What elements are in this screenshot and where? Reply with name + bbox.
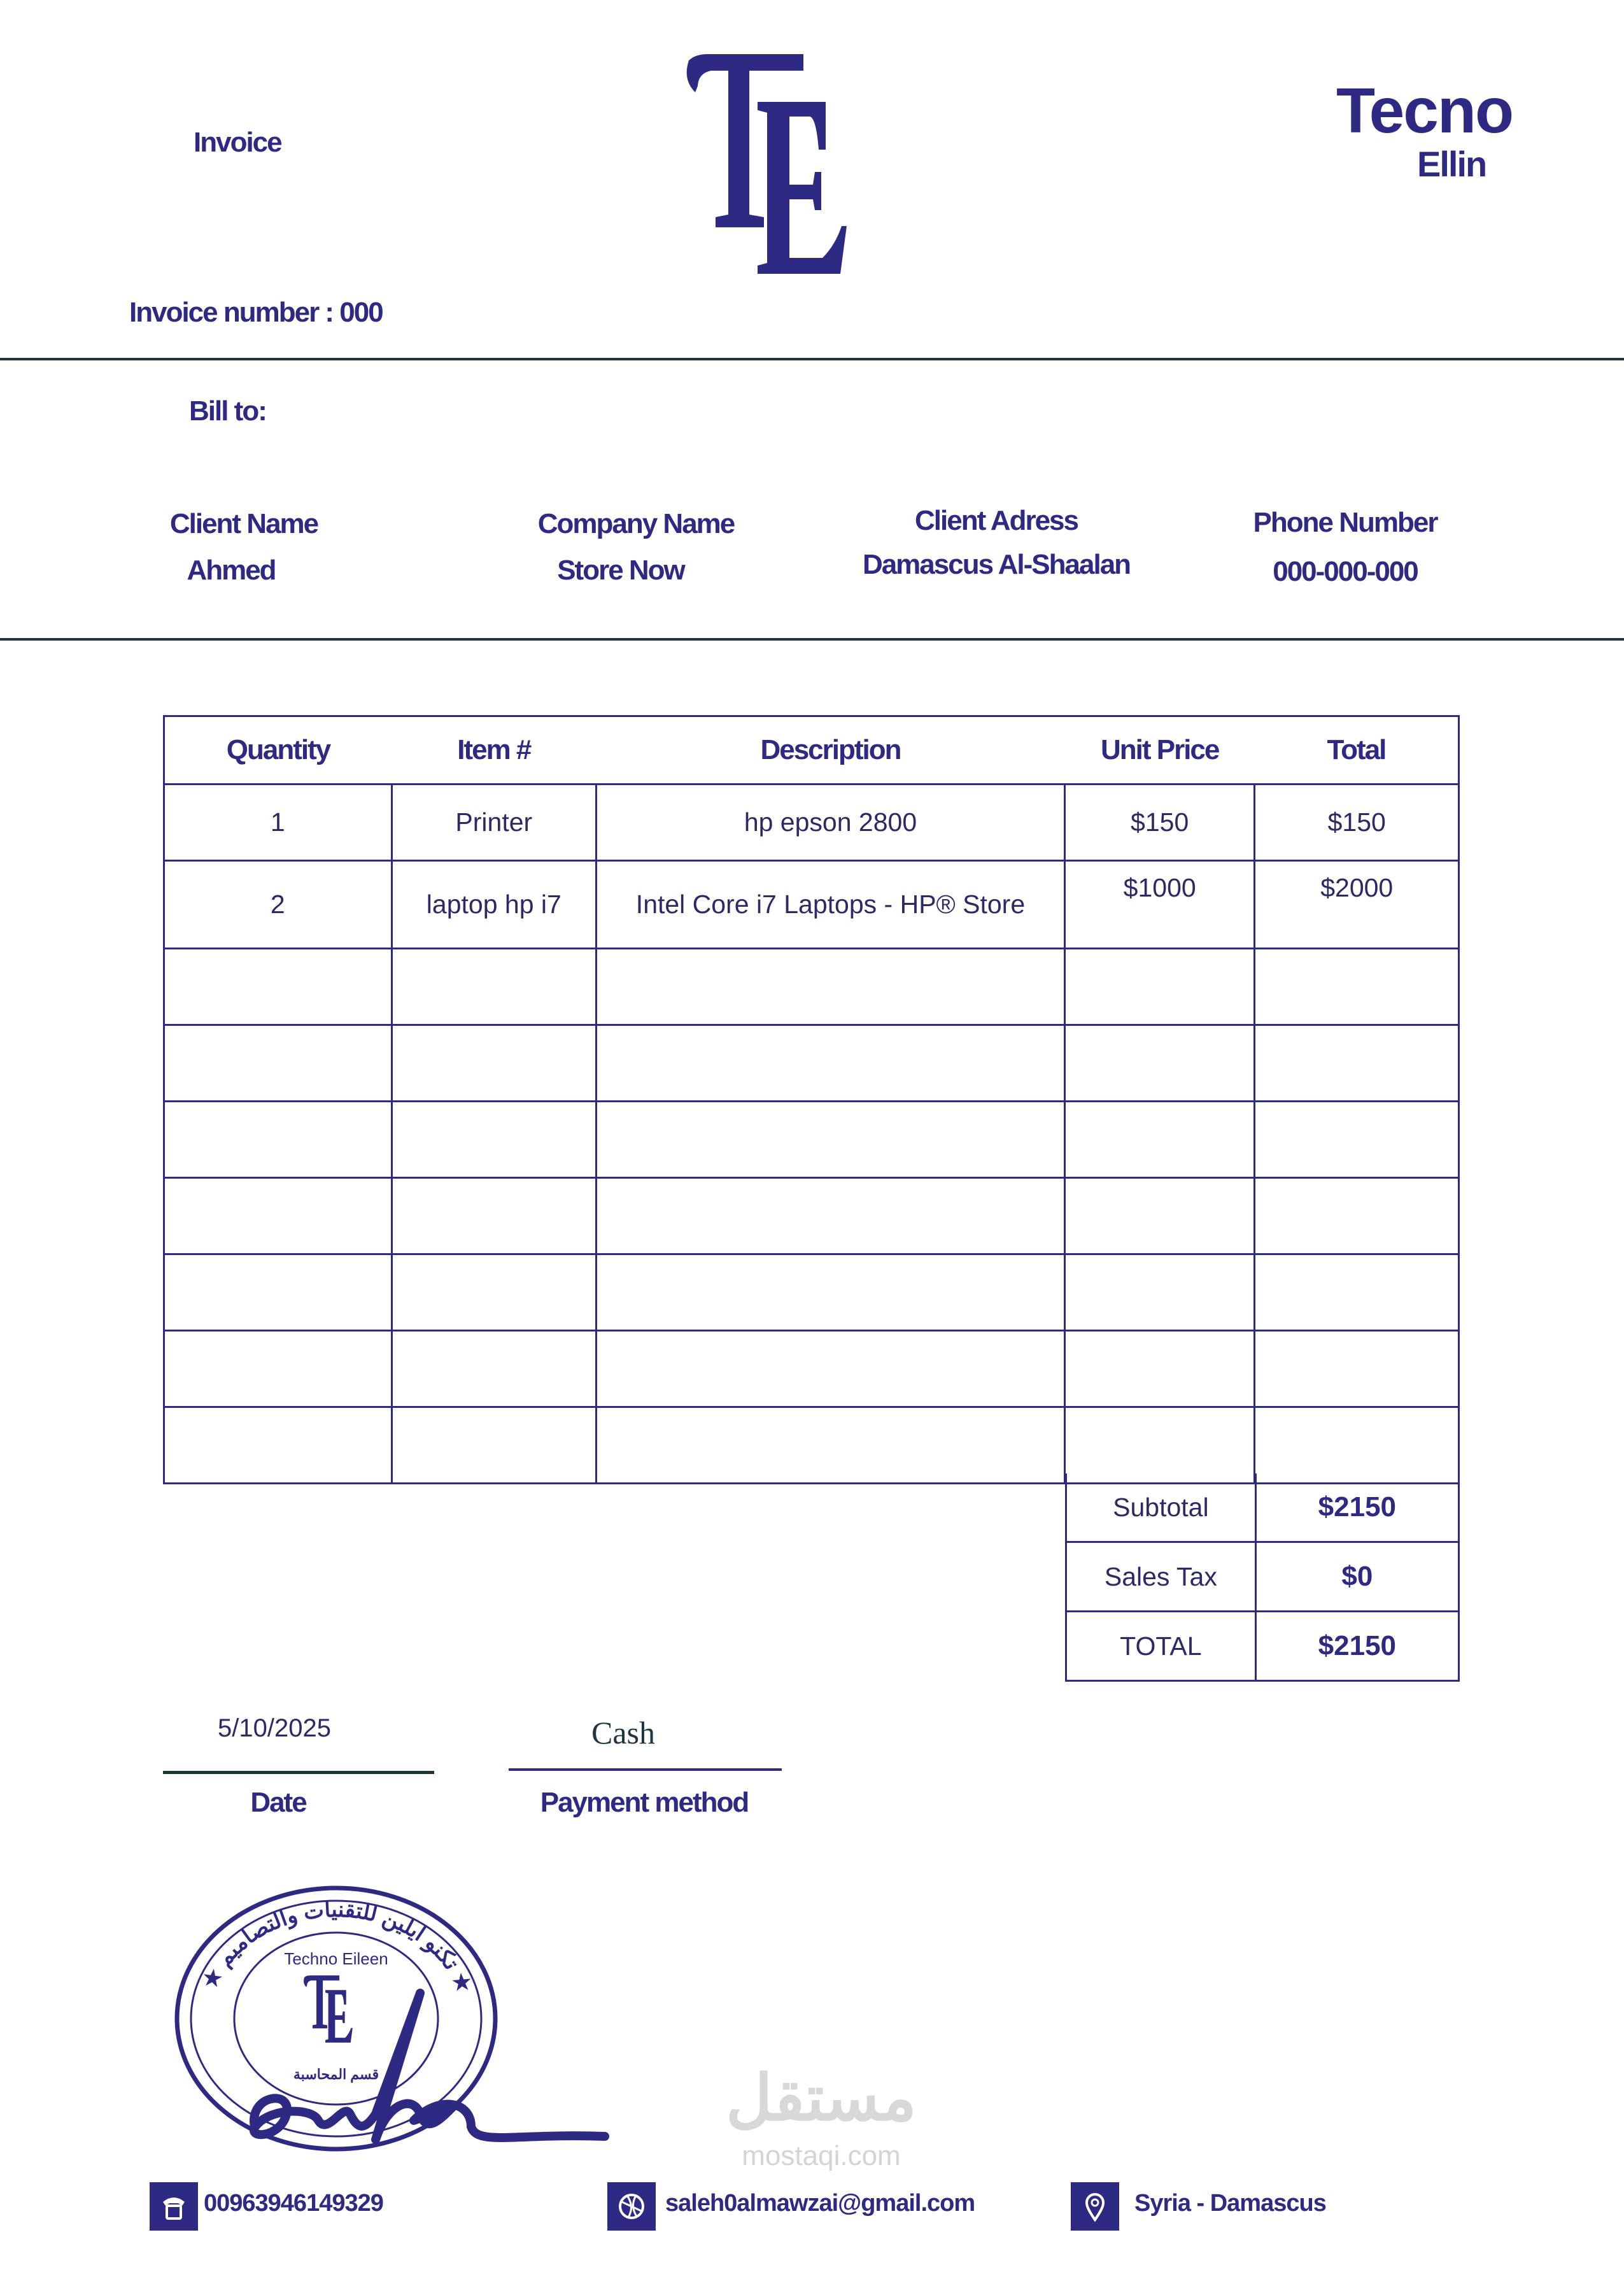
footer-email[interactable]: saleh0almawzai@gmail.com [665,2190,975,2217]
cell-quantity [164,1407,392,1484]
client-name-value: Ahmed [187,555,276,586]
table-header-row [164,716,1459,785]
brand-subname: Ellin [1417,144,1486,184]
cell-description [597,1254,1065,1331]
sales-tax-value: $0 [1255,1542,1458,1612]
subtotal-value: $2150 [1255,1473,1458,1542]
totals-table [1065,1473,1460,1682]
cell-quantity [164,949,392,1025]
bill-to-label: Bill to: [189,395,266,427]
cell-unit-price [1064,1178,1255,1254]
phone-number-value: 000-000-000 [1273,556,1418,587]
cell-item-number [392,1178,597,1254]
subtotal-row [1066,1473,1459,1542]
cell-unit-price: $1000 [1064,861,1255,949]
cell-quantity [164,1331,392,1407]
payment-method-label: Payment method [540,1787,749,1818]
cell-item-number [392,1254,597,1331]
cell-quantity [164,1178,392,1254]
invoice-number: Invoice number : 000 [129,297,383,328]
brand-name: Tecno [1336,75,1513,146]
items-table [163,715,1460,1484]
sales-tax-label: Sales Tax [1066,1542,1256,1612]
table-row [164,1254,1459,1331]
table-row [164,861,1459,949]
watermark-latin: mostaqi.com [742,2140,901,2171]
cell-item-number [392,1331,597,1407]
cell-unit-price [1064,1025,1255,1102]
cell-item-number [392,1407,597,1484]
client-address-value: Damascus Al-Shaalan [862,549,1131,580]
table-row [164,1025,1459,1102]
cell-unit-price [1064,1102,1255,1178]
sales-tax-row [1066,1542,1459,1612]
cell-total [1255,1178,1459,1254]
cell-total: $150 [1255,785,1459,861]
cell-total [1255,949,1459,1025]
payment-line [509,1768,782,1771]
table-row [164,1102,1459,1178]
phone-number-label: Phone Number [1253,507,1437,538]
cell-total [1255,1407,1459,1484]
cell-total [1255,1025,1459,1102]
cell-total [1255,1331,1459,1407]
svg-text:Techno Eileen: Techno Eileen [284,1949,388,1968]
table-row [164,785,1459,861]
total-label: TOTAL [1066,1612,1256,1681]
cell-description [597,1178,1065,1254]
cell-quantity [164,1025,392,1102]
header-item-number: Item # [392,716,597,785]
cell-unit-price: $150 [1064,785,1255,861]
date-label: Date [250,1787,306,1818]
table-row [164,1331,1459,1407]
subtotal-label: Subtotal [1066,1473,1256,1542]
phone-icon [150,2182,198,2231]
client-address-label: Client Adress [914,505,1078,536]
date-value: 5/10/2025 [218,1714,331,1742]
cell-description [597,1331,1065,1407]
divider [0,358,1624,360]
total-row [1066,1612,1459,1681]
table-row [164,1178,1459,1254]
cell-quantity: 2 [164,861,392,949]
globe-icon [607,2182,656,2231]
watermark-arabic: مستقل [726,2062,917,2134]
cell-description: hp epson 2800 [597,785,1065,861]
total-value: $2150 [1255,1612,1458,1681]
invoice-title: Invoice [194,127,281,158]
cell-unit-price [1064,1254,1255,1331]
cell-description [597,1025,1065,1102]
cell-description [597,1407,1065,1484]
svg-text:قسم المحاسبة: قسم المحاسبة [293,2066,379,2082]
cell-quantity: 1 [164,785,392,861]
cell-quantity [164,1102,392,1178]
company-stamp [172,1885,618,2152]
company-name-label: Company Name [537,508,735,539]
te-logo [682,54,912,274]
payment-value: Cash [591,1715,655,1750]
cell-description [597,1102,1065,1178]
cell-item-number [392,1102,597,1178]
footer-phone: 00963946149329 [204,2190,383,2217]
cell-item-number [392,1025,597,1102]
cell-item-number [392,949,597,1025]
header-total: Total [1255,716,1459,785]
client-name-label: Client Name [169,508,318,539]
header-quantity: Quantity [164,716,392,785]
cell-description [597,949,1065,1025]
company-name-value: Store Now [557,555,684,586]
cell-unit-price [1064,1331,1255,1407]
svg-text:★ تكنو ايلين للتقنيات والتصامي: ★ تكنو ايلين للتقنيات والتصاميم ★ [197,1897,477,1996]
cell-item-number: Printer [392,785,597,861]
divider [0,638,1624,641]
cell-description: Intel Core i7 Laptops - HP® Store [597,861,1065,949]
cell-unit-price [1064,1407,1255,1484]
header-unit-price: Unit Price [1064,716,1255,785]
location-pin-icon [1071,2182,1119,2231]
cell-total [1255,1254,1459,1331]
table-row [164,1407,1459,1484]
table-row [164,949,1459,1025]
cell-item-number: laptop hp i7 [392,861,597,949]
cell-unit-price [1064,949,1255,1025]
cell-total: $2000 [1255,861,1459,949]
cell-quantity [164,1254,392,1331]
cell-total [1255,1102,1459,1178]
footer-location: Syria - Damascus [1134,2190,1326,2217]
date-line [163,1771,434,1774]
header-description: Description [597,716,1065,785]
